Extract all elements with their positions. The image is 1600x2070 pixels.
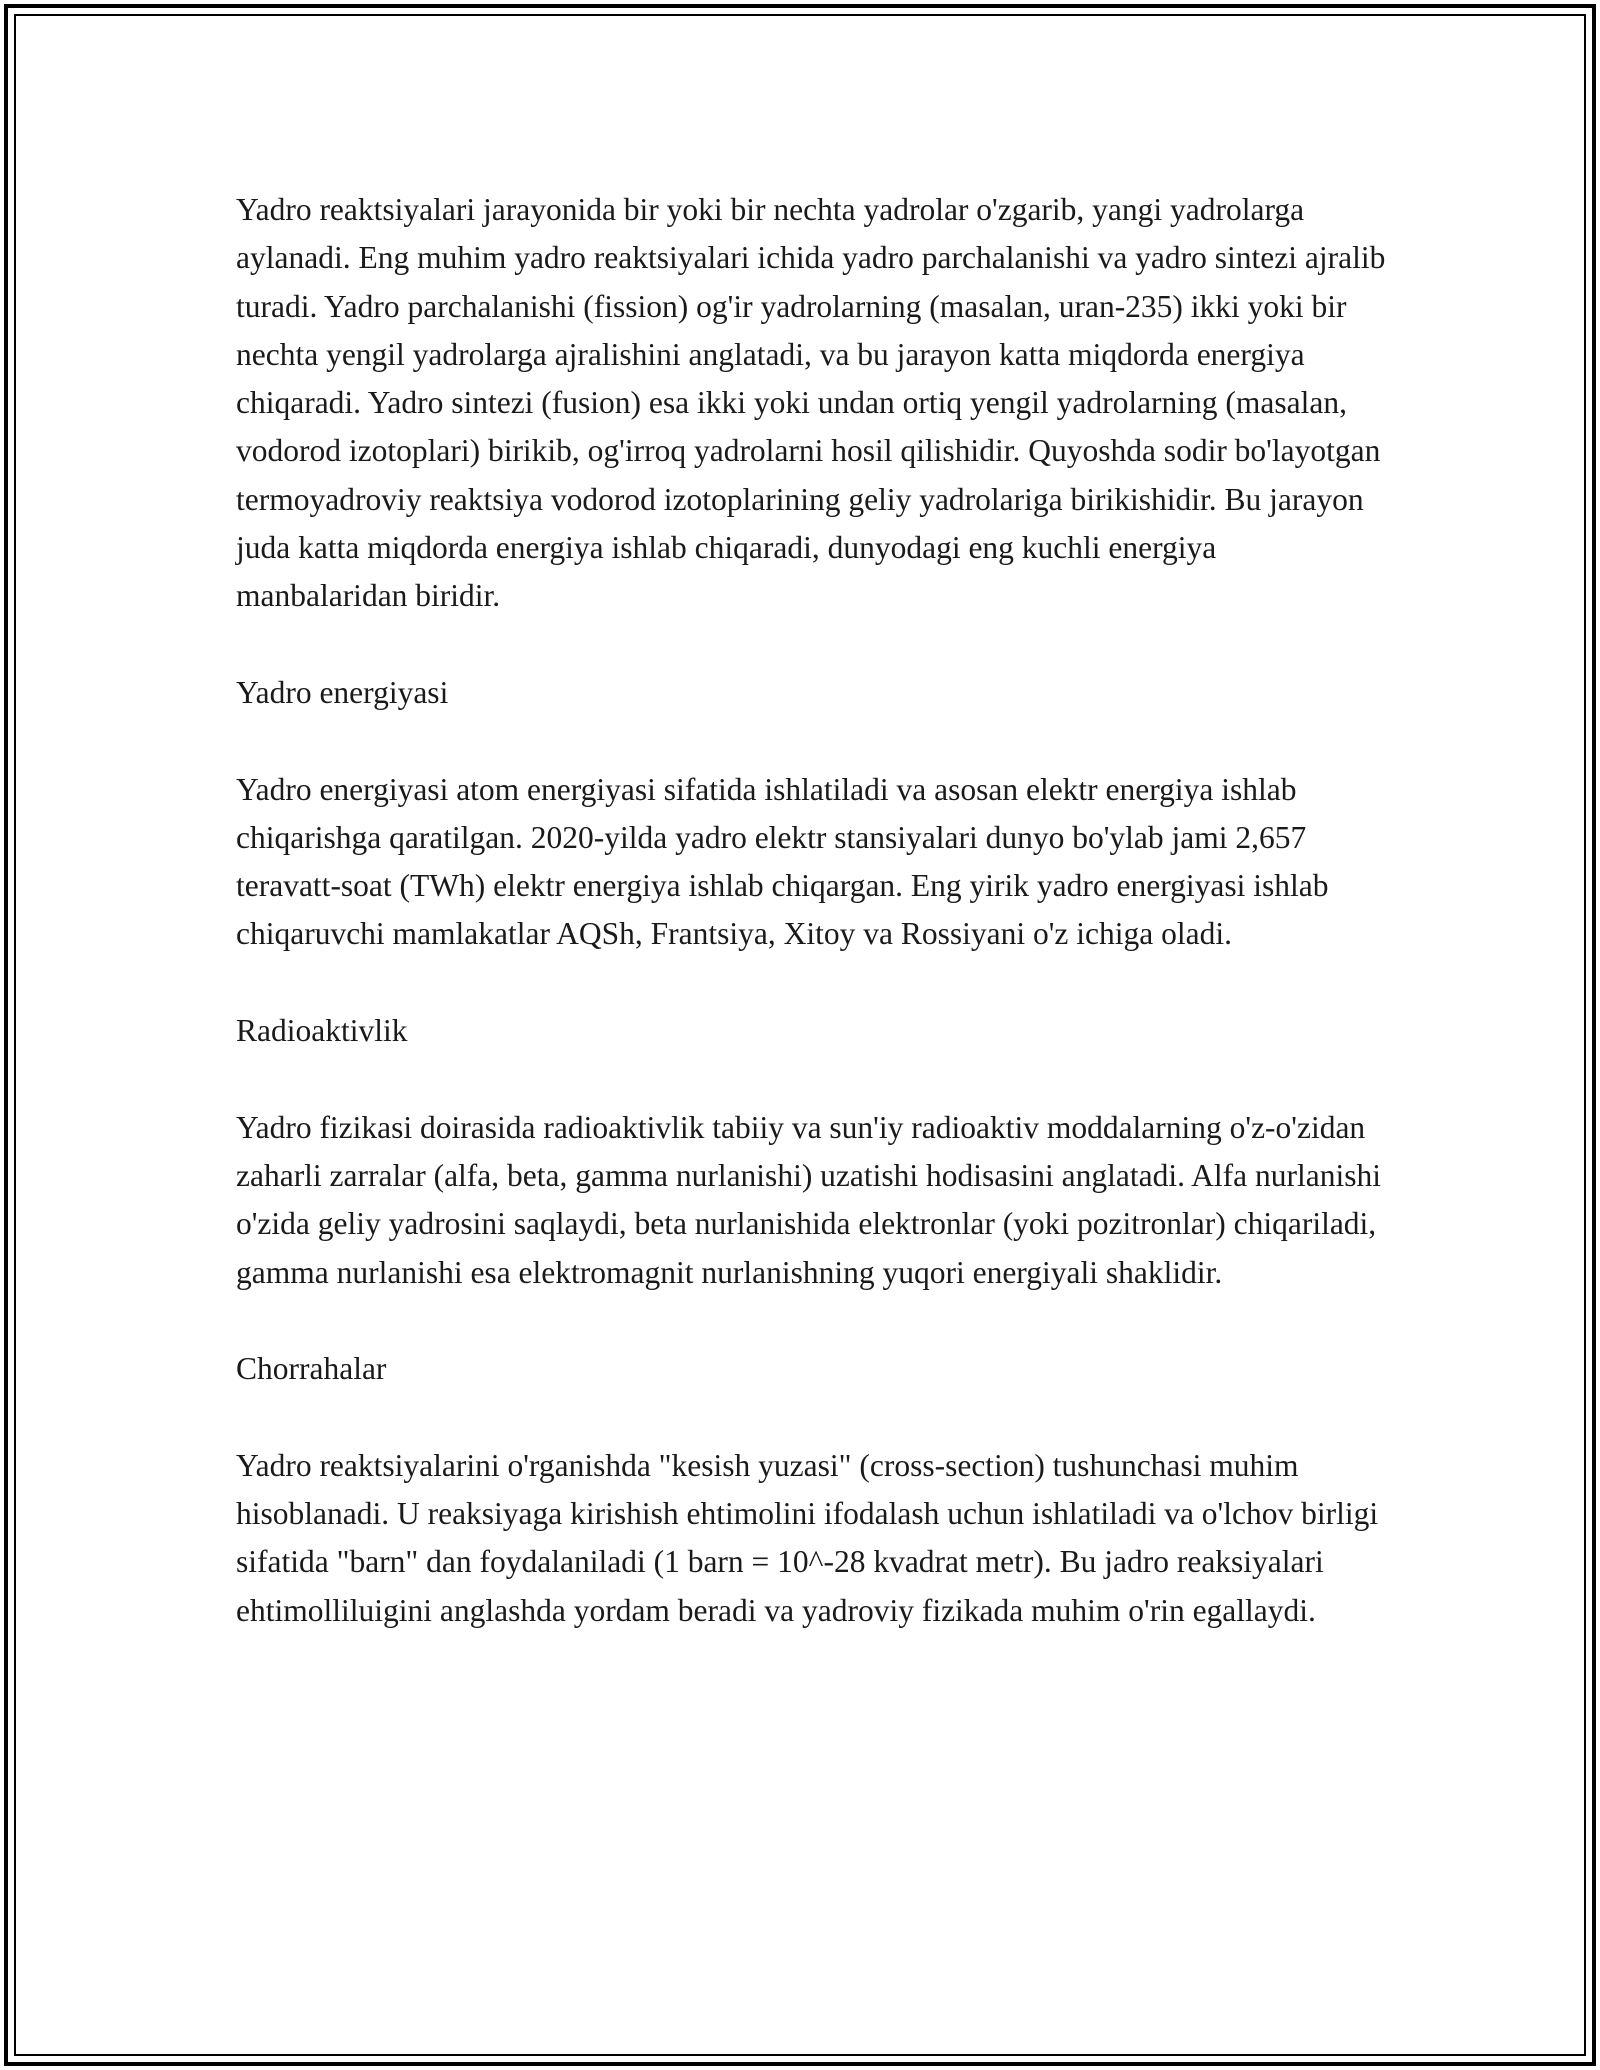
document-body <box>236 186 1386 1683</box>
heading-radioactivity: Radioaktivlik <box>236 1013 408 1049</box>
heading-cross-sections: Chorrahalar <box>236 1351 387 1387</box>
paragraph-cross-sections: Yadro reaktsiyalarini o'rganishda "kesish yuzasi" (cross-section) tushunchasi muhim hisoblanadi. U reaksiyaga kirishish ehtimolini ifodalash uchun ishlatiladi va o'lchov birligi sifatida "barn" dan foydalaniladi (1 barn = 10^-28 kvadrat metr). Bu jadro reaksiyalari ehtimolliluigini anglashda yordam beradi va yadroviy fizikada muhim o'rin egallaydi. <box>236 1447 1379 1628</box>
paragraph-nuclear-reactions: Yadro reaktsiyalari jarayonida bir yoki bir nechta yadrolar o'zgarib, yangi yadrolarga aylanadi. Eng muhim yadro reaktsiyalari ichida yadro parchalanishi va yadro sintezi ajralib turadi. Yadro parchalanishi (fission) og'ir yadrolarning (masalan, uran-235) ikki yoki bir nechta yengil yadrolarga ajralishini anglatadi, va bu jarayon katta miqdorda energiya chiqaradi. Yadro sintezi (fusion) esa ikki yoki undan ortiq yengil yadrolarning (masalan, vodorod izotoplari) birikib, og'irroq yadrolarni hosil qilishidir. Quyoshda sodir bo'layotgan termoyadroviy reaktsiya vodorod izotoplarining geliy yadrolariga birikishidir. Bu jarayon juda katta miqdorda energiya ishlab chiqaradi, dunyodagi eng kuchli energiya manbalaridan biridir. <box>236 192 1386 614</box>
heading-nuclear-energy: Yadro energiyasi <box>236 674 449 710</box>
paragraph-nuclear-energy: Yadro energiyasi atom energiyasi sifatida ishlatiladi va asosan elektr energiya ishlab chiqarishga qaratilgan. 2020-yilda yadro elektr stansiyalari dunyo bo'ylab jami 2,657 teravatt-soat (TWh) elektr energiya ishlab chiqargan. Eng yirik yadro energiyasi ishlab chiqaruvchi mamlakatlar AQSh, Frantsiya, Xitoy va Rossiyani o'z ichiga oladi. <box>236 771 1329 952</box>
paragraph-radioactivity: Yadro fizikasi doirasida radioaktivlik tabiiy va sun'iy radioaktiv moddalarning o'z-o'zidan zaharli zarralar (alfa, beta, gamma nurlanishi) uzatishi hodisasini anglatadi. Alfa nurlanishi o'zida geliy yadrosini saqlaydi, beta nurlanishida elektronlar (yoki pozitronlar) chiqariladi, gamma nurlanishi esa elektromagnit nurlanishning yuqori energiyali shaklidir. <box>236 1109 1381 1290</box>
